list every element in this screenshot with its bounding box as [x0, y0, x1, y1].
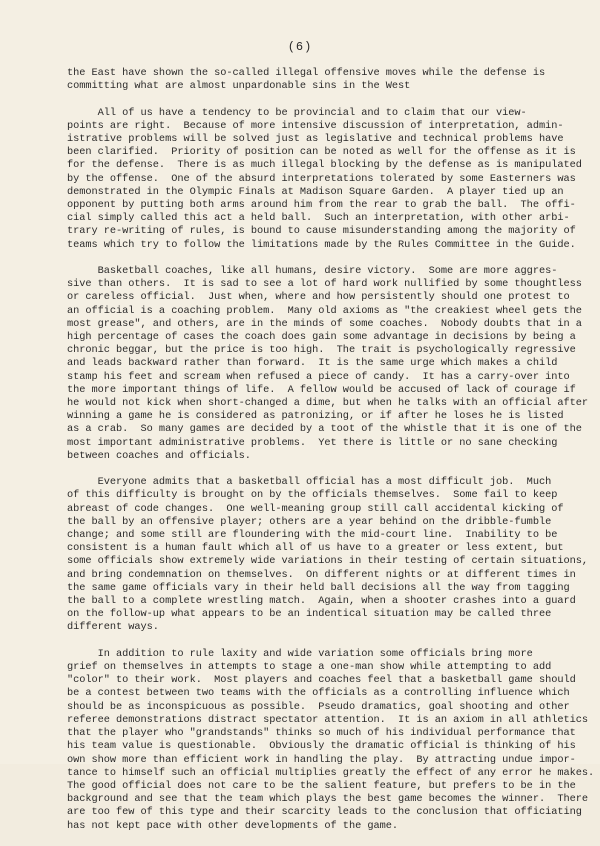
text-line: committing what are almost unpardonable sins in the West: [67, 80, 411, 93]
paragraph: [67, 265, 588, 463]
text-line: be a contest between two teams with the officials as a controlling influence which: [67, 687, 570, 700]
text-line: the East have shown the so-called illegal offensive moves while the defense is: [67, 67, 546, 79]
text-line: the ball by an offensive player; others are a year behind on the dribble-fumble: [67, 515, 552, 528]
text-line: the more important things of life. A fellow would be accused of lack of courage if: [67, 383, 576, 396]
text-line: different ways.: [67, 621, 159, 634]
text-line: demonstrated in the Olympic Finals at Madison Square Garden. A player tied up an: [67, 185, 564, 198]
text-line: trary re-writing of rules, is bound to cause misunderstanding among the majority of: [67, 225, 576, 238]
text-line: are too few of this type and their scarcity leads to the conclusion that officiating: [67, 806, 582, 819]
text-line: background and see that the team which plays the best game becomes the winner. There: [67, 793, 588, 806]
text-line: he would not kick when short-changed a dime, but when he talks with an official after: [67, 397, 588, 410]
text-line: winning a game he is considered as patronizing, or if after he loses he is listed: [67, 410, 564, 423]
text-line: All of us have a tendency to be provincial and to claim that our view-: [67, 106, 527, 119]
text-line: has not kept pace with other developments of the game.: [67, 819, 398, 832]
text-line: for the defense. There is as much illegal blocking by the defense as is manipulated: [67, 159, 582, 172]
text-line: the ball to a complete wrestling match. Again, when a shooter crashes into a guard: [67, 595, 576, 608]
text-line: most grease", and others, are in the minds of some coaches. Nobody doubts that in a: [67, 317, 582, 330]
text-line: consistent is a human fault which all of us have to a greater or less extent, but: [67, 542, 564, 555]
text-line: sive than others. It is sad to see a lot of hard work nullified by some thoughtless: [67, 278, 582, 291]
text-line: some officials show extremely wide variations in their testing of certain situations,: [67, 555, 588, 568]
text-line: In addition to rule laxity and wide variation some officials bring more: [67, 647, 533, 660]
text-line: on the follow-up what appears to be an indentical situation may be called three: [67, 608, 552, 621]
text-line: should be as inconspicuous as possible. Pseudo dramatics, goal shooting and other: [67, 700, 570, 713]
text-line: "color" to their work. Most players and coaches feel that a basketball game should: [67, 674, 576, 687]
text-line: been clarified. Priority of position can be noted as well for the offense as it is: [67, 146, 576, 159]
text-line: high percentage of cases the coach does gain some advantage in decisions by being a: [67, 331, 576, 344]
text-line: as a crab. So many games are decided by a toot of the whistle that it is one of the: [67, 423, 582, 436]
text-line: istrative problems will be solved just as legislative and technical problems have: [67, 133, 564, 145]
text-line: the same game officials vary in their held ball decisions all the way from tagging: [67, 581, 570, 594]
text-line: abreast of code changes. One well-meaning group still call accidental kicking of: [67, 502, 564, 515]
text-line: own show more than efficient work in handling the play. By attracting undue impor-: [67, 753, 576, 766]
text-line: referee demonstrations distract spectator attention. It is an axiom in all athletics: [67, 713, 588, 726]
text-line: by the offense. One of the absurd interpretations tolerated by some Easterners was: [67, 172, 576, 185]
text-line: an official is a coaching problem. Many old axioms as "the creakiest wheel gets the: [67, 304, 582, 317]
text-line: and bring condemnation on themselves. On different nights or at different times in: [67, 568, 576, 581]
paragraph: [67, 647, 595, 833]
text-line: chronic beggar, but the price is too high. The trait is psychologically regressive: [67, 344, 576, 357]
text-line: Everyone admits that a basketball official has a most difficult job. Much: [67, 476, 552, 489]
text-line: points are right. Because of more intensive discussion of interpretation, admin-: [67, 119, 564, 132]
text-line: opponent by putting both arms around him from the rear to grab the ball. The offi-: [67, 199, 576, 212]
text-line: tance to himself such an official multiplies greatly the effect of any error he makes.: [67, 766, 595, 779]
paragraph: [67, 67, 557, 93]
text-line: The good official does not care to be the salient feature, but prefers to be in the: [67, 779, 576, 792]
text-line: Basketball coaches, like all humans, desire victory. Some are more aggres-: [67, 265, 558, 278]
text-line: teams which try to follow the limitations made by the Rules Committee in the Guide.: [67, 238, 576, 251]
document-body: [67, 67, 595, 846]
text-line: stamp his feet and scream when refused a piece of candy. It has a carry-over into: [67, 370, 570, 383]
text-line: or careless official. Just when, where and how persistently should one protest to: [67, 291, 570, 304]
page-number: (6): [287, 40, 313, 54]
paragraph: [67, 106, 582, 252]
text-line: most important administrative problems. Yet there is little or no sane checking: [67, 436, 558, 449]
text-line: cial simply called this act a held ball. Such an interpretation, with other arbi-: [67, 212, 570, 225]
text-line: change; and some still are floundering with the mid-court line. Inability to be: [67, 529, 558, 542]
text-line: that the player who "grandstands" thinks so much of his individual performance that: [67, 727, 576, 740]
text-line: grief on themselves in attempts to stage a one-man show while attempting to add: [67, 661, 552, 674]
text-line: his team value is questionable. Obviously the dramatic official is thinking of his: [67, 740, 576, 753]
paragraph: [67, 476, 588, 634]
text-line: of this difficulty is brought on by the officials themselves. Some fail to keep: [67, 489, 558, 502]
text-line: between coaches and officials.: [67, 449, 251, 462]
text-line: and leads backward rather than forward. It is the same urge which makes a child: [67, 357, 558, 370]
